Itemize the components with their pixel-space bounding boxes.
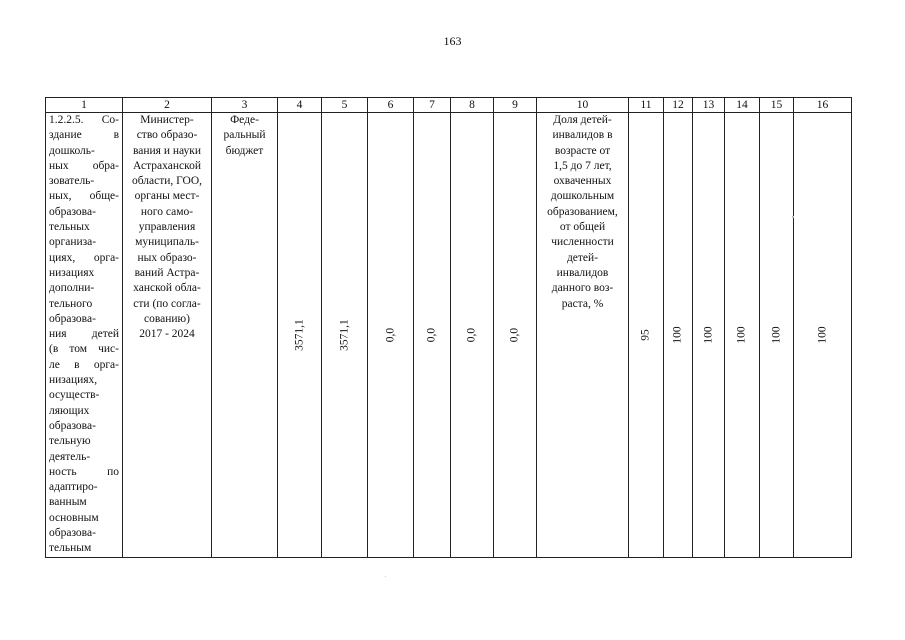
program-table (45, 97, 852, 558)
column-header: 2 (123, 98, 212, 113)
value-cell-6: 0,0 (368, 113, 414, 558)
value-cell-8: 0,0 (451, 113, 494, 558)
value-cell-4: 3571,1 (278, 113, 322, 558)
funding-source-cell: Феде- ральный бюджет (212, 113, 278, 558)
value-cell-11: 95 (629, 113, 664, 558)
executor-cell: Министер- ство образо- вания и науки Астраханской области, ГОО, органы мест- ного само- управления муниципаль- ных образо- ваний Астра- ханской обла- сти (по согла- сованию) 2017 - 2024 (123, 113, 212, 558)
column-header: 8 (451, 98, 494, 113)
column-header: 10 (537, 98, 629, 113)
value-cell-14: 100 (725, 113, 760, 558)
column-header: 7 (414, 98, 451, 113)
column-header: 4 (278, 98, 322, 113)
column-header: 13 (693, 98, 725, 113)
scan-speck (385, 576, 386, 577)
column-header: 5 (322, 98, 368, 113)
indicator-cell: Доля детей- инвалидов в возрасте от 1,5 до 7 лет, охваченных дошкольным образованием, от общей численности детей- инвалидов данного воз- раста, % (537, 113, 629, 558)
column-header: 14 (725, 98, 760, 113)
column-header: 11 (629, 98, 664, 113)
column-header: 1 (46, 98, 123, 113)
scan-speck (792, 216, 794, 218)
column-header: 12 (664, 98, 693, 113)
measure-name-cell: 1.2.2.5. Со- здание в дошколь- ных обра- зователь- ных, обще- образова- тельных организа- циях, орга- низациях дополни- тельного образова- ния детей (в том чис- ле в орга- низациях, осуществ- ляющих образова- тельную деятель- ность по адаптиро- ванным основным образова- тельным (46, 113, 123, 558)
column-header: 16 (794, 98, 852, 113)
column-header: 9 (494, 98, 537, 113)
column-header: 3 (212, 98, 278, 113)
value-cell-9: 0,0 (494, 113, 537, 558)
value-cell-15: 100 (760, 113, 794, 558)
column-header: 6 (368, 98, 414, 113)
page-number: 163 (443, 34, 462, 48)
column-header: 15 (760, 98, 794, 113)
value-cell-12: 100 (664, 113, 693, 558)
column-number-row (46, 98, 852, 113)
value-cell-13: 100 (693, 113, 725, 558)
value-cell-7: 0,0 (414, 113, 451, 558)
value-cell-16: 100 (794, 113, 852, 558)
table-row (46, 113, 852, 558)
value-cell-5: 3571,1 (322, 113, 368, 558)
